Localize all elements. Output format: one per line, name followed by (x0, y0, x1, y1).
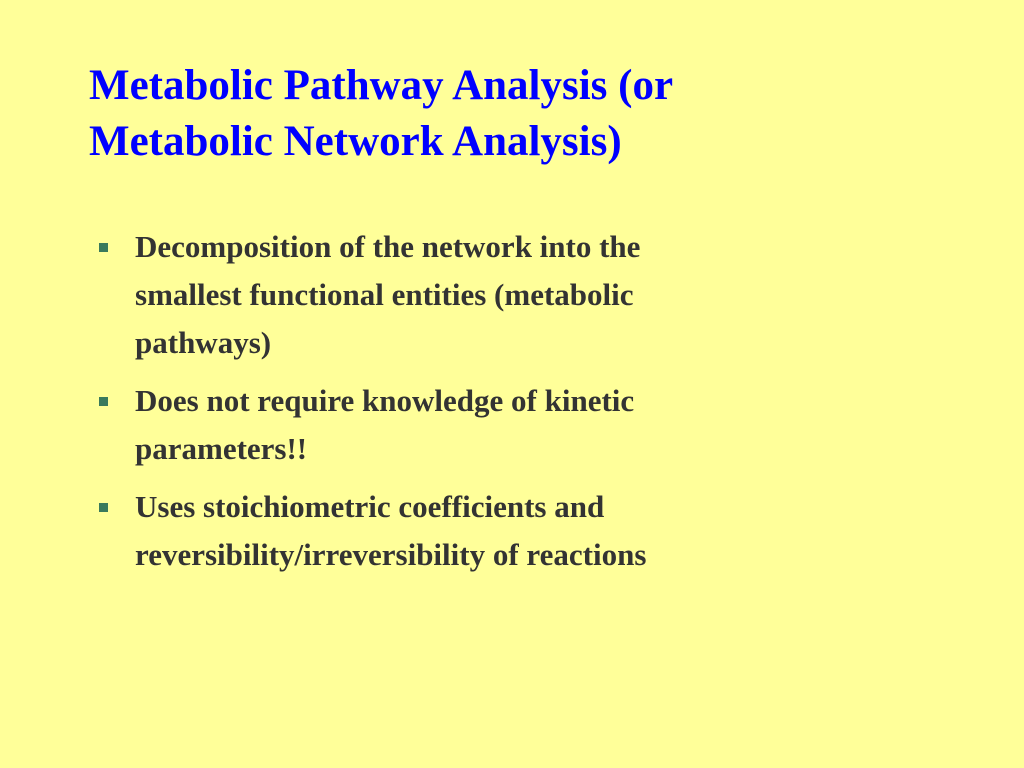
bullet-line: smallest functional entities (metabolic (135, 277, 634, 312)
bullet-line: reversibility/irreversibility of reactions (135, 537, 647, 572)
title-line: Metabolic Pathway Analysis (or (89, 62, 674, 109)
bullet-item (96, 377, 896, 473)
bullet-list (96, 223, 896, 589)
bullet-item (96, 223, 896, 367)
bullet-line: parameters!! (135, 431, 308, 466)
bullet-line: Decomposition of the network into the (135, 229, 641, 264)
bullet-line: pathways) (135, 325, 272, 360)
bullet-line: Uses stoichiometric coefficients and (135, 489, 605, 524)
bullet-item (96, 483, 896, 579)
bullet-line: Does not require knowledge of kinetic (135, 383, 635, 418)
square-bullet-icon (99, 503, 108, 512)
square-bullet-icon (99, 243, 108, 252)
square-bullet-icon (99, 397, 108, 406)
title-line: Metabolic Network Analysis) (89, 118, 622, 165)
slide-title (89, 58, 969, 170)
